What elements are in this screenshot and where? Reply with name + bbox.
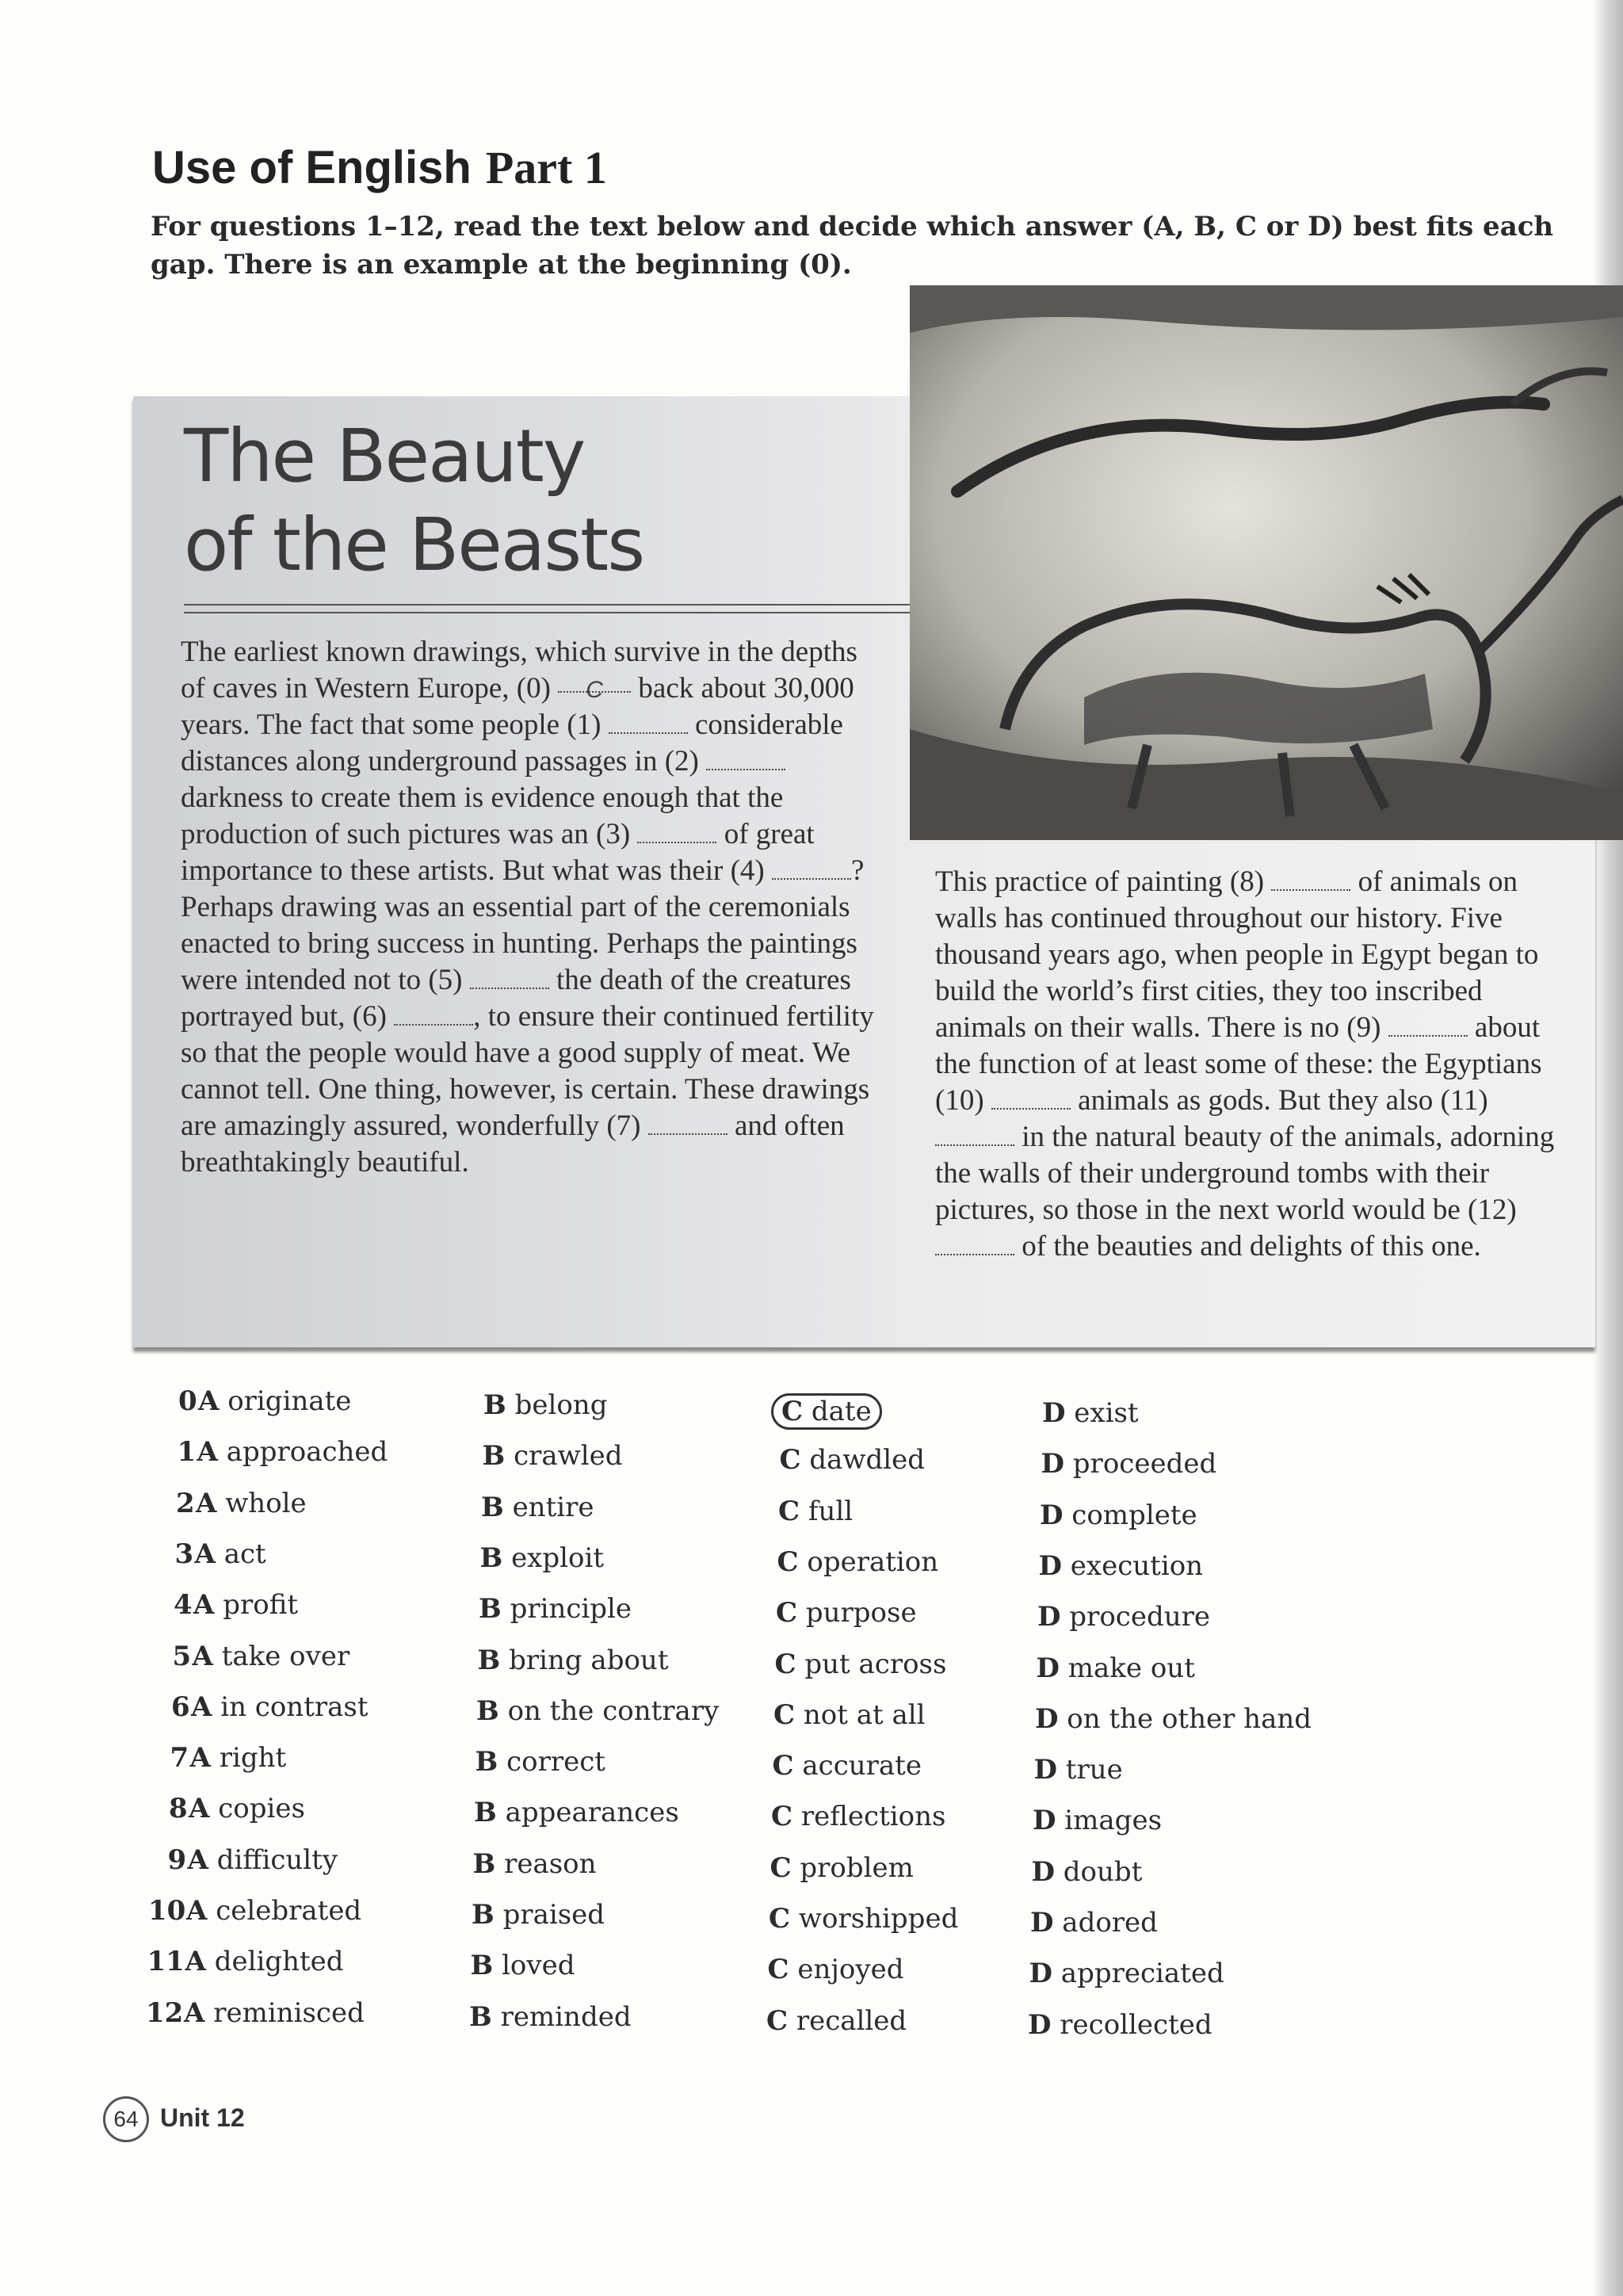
option-text: adored <box>1062 1907 1158 1939</box>
option-text: date <box>811 1396 872 1427</box>
option-letter: A <box>187 1843 208 1876</box>
text-segment: of great importance to these artists. But what was their (4) <box>181 818 815 887</box>
option-text: copies <box>218 1793 305 1825</box>
option-text: crawled <box>514 1440 623 1473</box>
question-number: 3 <box>174 1538 194 1570</box>
option-b[interactable] <box>478 1645 669 1676</box>
option-text: true <box>1065 1754 1123 1786</box>
gap-2[interactable] <box>706 748 785 770</box>
option-text: recalled <box>796 2004 907 2037</box>
option-c-circled[interactable] <box>771 1393 882 1430</box>
option-text: procedure <box>1069 1601 1210 1633</box>
page-number: 64 <box>103 2096 149 2142</box>
option-text: on the contrary <box>507 1694 720 1727</box>
option-letter: B <box>476 1694 499 1727</box>
option-letter: C <box>773 1698 796 1731</box>
option-text: reminded <box>500 2000 632 2033</box>
option-letter: C <box>769 1903 791 1935</box>
article-title-line2: of the Beasts <box>184 502 644 587</box>
option-letter: A <box>198 1385 220 1417</box>
option-letter: C <box>779 1444 801 1477</box>
option-letter: D <box>1038 1549 1062 1582</box>
option-text: entire <box>512 1491 594 1523</box>
option-letter: D <box>1042 1397 1066 1429</box>
option-letter: D <box>1041 1448 1064 1480</box>
option-text: proceeded <box>1072 1448 1217 1480</box>
text-segment: This practice of painting (8) <box>935 865 1265 898</box>
question-number: 6 <box>171 1690 190 1723</box>
option-letter: C <box>774 1648 796 1680</box>
option-letter: B <box>469 2000 492 2033</box>
article-title <box>184 412 643 590</box>
option-letter: D <box>1030 1907 1054 1939</box>
option-c[interactable] <box>778 1496 853 1527</box>
question-number: 11 <box>147 1946 185 1978</box>
option-letter: C <box>766 2004 789 2037</box>
option-letter: A <box>186 1895 208 1927</box>
option-text: complete <box>1071 1499 1197 1531</box>
option-letter: B <box>483 1389 506 1421</box>
option-letter: D <box>1033 1805 1056 1837</box>
option-text: take over <box>221 1640 350 1672</box>
option-text: originate <box>227 1385 352 1417</box>
option-letter: D <box>1033 1754 1057 1786</box>
option-letter: D <box>1031 1855 1055 1888</box>
option-a[interactable] <box>196 1488 307 1519</box>
option-letter: A <box>191 1690 212 1723</box>
heading-title: Use of English <box>152 142 472 193</box>
instructions: For questions 1–12, read the text below and decide which answer (A, B, C or D) best fits each gap. There is an example at the beginning (0). <box>151 211 1554 281</box>
question-number: 0 <box>178 1385 197 1417</box>
option-letter: B <box>481 1491 504 1523</box>
option-letter: B <box>477 1644 501 1676</box>
option-letter: B <box>470 1950 494 1982</box>
option-b[interactable] <box>483 1440 623 1472</box>
option-letter: B <box>472 1899 495 1931</box>
option-letter: C <box>769 1851 792 1884</box>
option-text: accurate <box>802 1750 922 1782</box>
option-letter: B <box>472 1847 496 1880</box>
option-text: approached <box>226 1436 388 1469</box>
option-text: reflections <box>800 1801 946 1833</box>
title-divider <box>184 604 910 613</box>
cave-painting-photo <box>910 285 1623 840</box>
gap-0 <box>558 670 631 703</box>
question-number: 5 <box>172 1640 192 1672</box>
option-text: act <box>223 1538 266 1570</box>
option-text: belong <box>514 1389 608 1421</box>
gap-7[interactable] <box>648 1113 727 1135</box>
option-c[interactable] <box>773 1750 922 1782</box>
option-text: operation <box>807 1545 939 1578</box>
option-a[interactable] <box>186 1895 361 1927</box>
heading-part: Part 1 <box>485 142 607 193</box>
answer-options <box>0 1385 1585 2067</box>
option-text: profit <box>223 1589 299 1622</box>
option-b[interactable] <box>469 2001 632 2033</box>
option-letter: C <box>767 1954 789 1986</box>
option-b[interactable] <box>480 1542 605 1574</box>
option-c[interactable] <box>773 1699 925 1731</box>
option-c[interactable] <box>768 1954 904 1985</box>
option-text: reason <box>504 1847 597 1880</box>
section-heading <box>152 141 607 194</box>
option-d[interactable] <box>1028 2009 1212 2041</box>
option-text: whole <box>225 1487 307 1519</box>
option-d[interactable] <box>1040 1499 1197 1531</box>
option-letter: A <box>189 1793 210 1825</box>
unit-label: Unit 12 <box>160 2103 245 2132</box>
option-text: recollected <box>1060 2008 1212 2041</box>
option-c[interactable] <box>770 1852 914 1884</box>
option-d[interactable] <box>1034 1754 1123 1786</box>
option-letter: C <box>776 1597 798 1629</box>
text-segment: back about 30,000 years. The fact that some people (1) <box>181 672 854 741</box>
option-text: appreciated <box>1060 1958 1224 1990</box>
article-paragraph-left <box>181 634 878 1181</box>
option-d[interactable] <box>1033 1805 1162 1836</box>
text-segment: in the natural beauty of the animals, adorning the walls of their underground tombs with their pictures, so those in the next world would be (12) <box>935 1121 1555 1226</box>
option-text: reminisced <box>213 1996 365 2029</box>
gap-8[interactable] <box>1271 869 1350 891</box>
option-text: make out <box>1067 1652 1195 1684</box>
option-a[interactable] <box>193 1641 350 1672</box>
option-text: purpose <box>805 1597 917 1629</box>
gap-5[interactable] <box>470 967 549 989</box>
option-letter: C <box>772 1750 794 1782</box>
option-letter: A <box>184 1996 205 2029</box>
option-letter: C <box>778 1495 800 1527</box>
question-number: 10 <box>148 1895 186 1927</box>
gap-9[interactable] <box>1388 1014 1468 1037</box>
option-a[interactable] <box>193 1589 298 1621</box>
option-letter: B <box>482 1440 506 1473</box>
option-text: full <box>808 1495 854 1527</box>
text-segment: considerable distances along underground passages in (2) <box>181 709 843 777</box>
option-b[interactable] <box>473 1848 597 1880</box>
gap-12[interactable] <box>935 1233 1014 1255</box>
option-c[interactable] <box>769 1903 958 1935</box>
text-segment: and often breathtakingly beautiful. <box>181 1110 845 1179</box>
text-segment: , to ensure their continued fertility so that the people would have a good supply of meat. We cannot tell. One thing, however, is certain. These drawings are amazingly assured, wonderfully (7) <box>181 1000 874 1142</box>
option-letter: A <box>185 1946 206 1978</box>
option-a[interactable] <box>188 1844 338 1876</box>
gap-1[interactable] <box>609 712 688 734</box>
question-number: 7 <box>170 1742 189 1775</box>
option-text: problem <box>800 1851 914 1884</box>
gap-10[interactable] <box>991 1087 1071 1110</box>
text-segment: darkness to create them is evidence enough that the production of such pictures was an (3) <box>181 781 784 850</box>
option-text: dawdled <box>809 1444 926 1477</box>
option-letter: A <box>194 1538 216 1570</box>
option-text: bring about <box>509 1644 669 1676</box>
option-a[interactable] <box>191 1691 369 1723</box>
option-letter: D <box>1028 2008 1052 2041</box>
gap-11[interactable] <box>935 1124 1014 1146</box>
option-b[interactable] <box>483 1389 607 1421</box>
option-letter: B <box>479 1593 502 1626</box>
option-d[interactable] <box>1041 1448 1217 1480</box>
option-letter: D <box>1029 1958 1052 1990</box>
option-letter: D <box>1036 1652 1060 1684</box>
option-letter: D <box>1035 1702 1059 1735</box>
option-text: images <box>1064 1805 1163 1837</box>
question-number: 9 <box>167 1843 187 1876</box>
option-text: delighted <box>214 1946 344 1978</box>
gap-4[interactable] <box>772 858 851 880</box>
option-c[interactable] <box>780 1444 926 1476</box>
option-c[interactable] <box>766 2005 907 2037</box>
option-d[interactable] <box>1039 1550 1204 1582</box>
option-text: put across <box>804 1648 947 1680</box>
option-text: doubt <box>1063 1855 1143 1888</box>
option-letter: A <box>196 1487 217 1519</box>
question-number: 8 <box>169 1793 188 1825</box>
option-c[interactable] <box>775 1648 947 1680</box>
option-a[interactable] <box>198 1385 351 1417</box>
option-text: in contrast <box>220 1690 369 1723</box>
question-number: 4 <box>174 1589 193 1622</box>
option-b[interactable] <box>474 1797 679 1828</box>
option-b[interactable] <box>481 1492 594 1523</box>
gap-3[interactable] <box>637 821 716 843</box>
text-segment: of the beauties and delights of this one. <box>1022 1230 1481 1263</box>
option-letter: D <box>1040 1499 1064 1531</box>
option-a[interactable] <box>195 1538 266 1570</box>
option-a[interactable] <box>185 1946 344 1977</box>
option-d[interactable] <box>1032 1856 1143 1888</box>
option-c[interactable] <box>776 1597 917 1629</box>
option-letter: A <box>193 1589 215 1622</box>
article-paragraph-right <box>935 864 1569 1265</box>
option-d[interactable] <box>1029 1958 1224 1989</box>
option-c[interactable] <box>771 1801 945 1832</box>
page-footer <box>103 2096 245 2142</box>
option-letter: C <box>777 1545 799 1578</box>
text-segment: the death of the creatures portrayed but, (6) <box>181 964 851 1033</box>
option-b[interactable] <box>472 1899 605 1931</box>
option-c[interactable] <box>777 1546 939 1578</box>
option-d[interactable] <box>1035 1703 1312 1735</box>
option-text: on the other hand <box>1067 1702 1312 1735</box>
option-letter: D <box>1037 1601 1061 1633</box>
question-number: 1 <box>177 1436 197 1469</box>
article-title-line1: The Beauty <box>184 414 585 499</box>
question-number: 2 <box>176 1487 195 1519</box>
option-d[interactable] <box>1030 1907 1158 1939</box>
option-letter: B <box>479 1541 503 1574</box>
text-segment: about the function of at least some of these: the Egyptians (10) <box>935 1011 1542 1117</box>
option-text: loved <box>502 1950 575 1982</box>
option-text: execution <box>1070 1549 1204 1582</box>
option-a[interactable] <box>190 1742 287 1774</box>
option-text: exploit <box>511 1541 605 1574</box>
option-b[interactable] <box>471 1950 575 1981</box>
text-segment: The earliest known drawings, which survive in the depths of caves in Western Europe, (0) <box>181 636 857 705</box>
option-b[interactable] <box>475 1746 605 1778</box>
gap-6[interactable] <box>394 1003 473 1026</box>
option-d[interactable] <box>1042 1397 1139 1429</box>
option-b[interactable] <box>476 1695 719 1727</box>
option-letter: A <box>197 1436 218 1469</box>
option-d[interactable] <box>1037 1601 1210 1633</box>
text-segment: ? Perhaps drawing was an essential part of the ceremonials enacted to bring success in hunting. Perhaps the paintings were intended not to (5) <box>181 854 865 996</box>
option-text: praised <box>502 1899 605 1931</box>
text-segment: of animals on walls has continued throughout our history. Five thousand years ago, when people in Egypt began to build the world’s first cities, they too inscribed animals on their walls. There is no (9) <box>935 865 1539 1044</box>
option-text: right <box>219 1742 287 1775</box>
option-text: exist <box>1074 1397 1139 1429</box>
option-b[interactable] <box>479 1593 632 1625</box>
option-a[interactable] <box>189 1793 305 1824</box>
option-letter: A <box>192 1640 213 1672</box>
option-text: appearances <box>505 1797 679 1829</box>
cave-painting-image <box>910 285 1623 840</box>
option-letter: B <box>475 1746 498 1778</box>
option-text: worshipped <box>798 1903 959 1935</box>
text-segment: animals as gods. But they also (11) <box>1078 1084 1488 1117</box>
option-d[interactable] <box>1037 1652 1195 1684</box>
option-text: celebrated <box>216 1895 362 1927</box>
option-text: enjoyed <box>797 1954 904 1986</box>
option-text: correct <box>506 1746 605 1778</box>
option-letter: C <box>771 1801 793 1833</box>
option-letter: B <box>474 1797 497 1829</box>
question-number: 12 <box>146 1996 184 2029</box>
option-letter: A <box>189 1742 211 1775</box>
option-letter: C <box>781 1396 804 1427</box>
option-text: not at all <box>803 1698 926 1731</box>
option-text: difficulty <box>216 1843 338 1876</box>
option-text: principle <box>510 1593 632 1626</box>
option-a[interactable] <box>184 1997 365 2029</box>
option-a[interactable] <box>197 1436 388 1468</box>
example-answer: C <box>586 677 603 703</box>
